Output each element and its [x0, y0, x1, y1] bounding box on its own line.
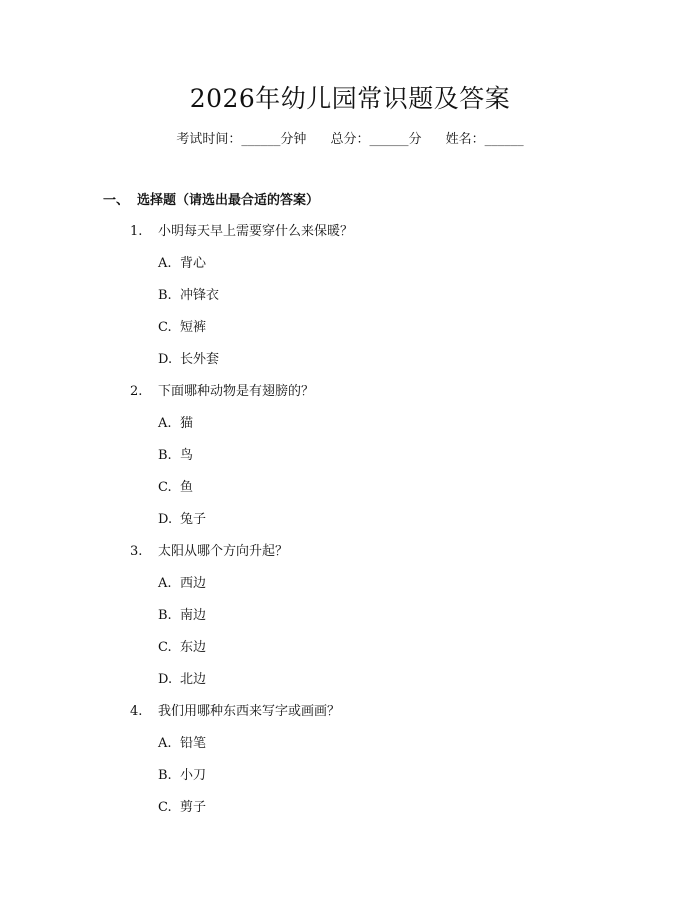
question-text: 下面哪种动物是有翅膀的？ [158, 384, 315, 399]
option-letter: A. [158, 736, 172, 751]
option-row [0, 254, 700, 286]
option-letter: C. [158, 800, 172, 815]
option-row [0, 574, 700, 606]
document-title: 2026年幼儿园常识题及答案 [189, 84, 511, 113]
option-text: 鱼 [180, 480, 194, 495]
question-number: 4. [130, 704, 143, 719]
option-letter: B. [158, 768, 172, 783]
option-text: 铅笔 [180, 736, 207, 751]
option-letter: A. [158, 256, 172, 271]
option-row [0, 638, 700, 670]
option-letter: A. [158, 576, 172, 591]
question-number: 1. [130, 224, 143, 239]
option-row [0, 446, 700, 478]
option-row [0, 286, 700, 318]
option-letter: C. [158, 480, 172, 495]
option-row [0, 350, 700, 382]
option-text: 冲锋衣 [180, 288, 220, 303]
option-letter: D. [158, 352, 173, 367]
option-text: 短裤 [180, 320, 207, 335]
option-row [0, 606, 700, 638]
question-row [0, 702, 700, 734]
question-row [0, 222, 700, 254]
option-text: 长外套 [180, 352, 220, 367]
option-text: 背心 [180, 256, 207, 271]
option-text: 南边 [180, 608, 207, 623]
section-number: 一、 [103, 193, 130, 208]
option-row [0, 670, 700, 702]
option-row [0, 766, 700, 798]
option-text: 鸟 [180, 448, 194, 463]
option-text: 东边 [180, 640, 207, 655]
option-letter: B. [158, 448, 172, 463]
option-row [0, 318, 700, 350]
option-letter: A. [158, 416, 172, 431]
section-heading [103, 191, 319, 211]
option-text: 北边 [180, 672, 207, 687]
exam-time: 考试时间：______分钟 [176, 132, 307, 147]
option-letter: D. [158, 672, 173, 687]
question-row [0, 382, 700, 414]
option-letter: B. [158, 288, 172, 303]
exam-meta [0, 130, 700, 150]
total-score: 总分：______分 [330, 132, 422, 147]
option-letter: C. [158, 640, 172, 655]
option-letter: C. [158, 320, 172, 335]
question-row [0, 542, 700, 574]
option-text: 西边 [180, 576, 207, 591]
option-text: 猫 [180, 416, 194, 431]
question-text: 我们用哪种东西来写字或画画？ [158, 704, 341, 719]
question-number: 3. [130, 544, 143, 559]
option-row [0, 478, 700, 510]
question-list [0, 222, 700, 830]
option-text: 剪子 [180, 800, 207, 815]
option-letter: B. [158, 608, 172, 623]
option-row [0, 798, 700, 830]
option-row [0, 414, 700, 446]
student-name: 姓名：______ [445, 132, 524, 147]
question-text: 小明每天早上需要穿什么来保暖？ [158, 224, 354, 239]
option-text: 兔子 [180, 512, 207, 527]
option-letter: D. [158, 512, 173, 527]
question-number: 2. [130, 384, 143, 399]
option-row [0, 510, 700, 542]
option-text: 小刀 [180, 768, 207, 783]
section-title: 选择题（请选出最合适的答案） [137, 193, 320, 208]
option-row [0, 734, 700, 766]
question-text: 太阳从哪个方向升起？ [158, 544, 289, 559]
